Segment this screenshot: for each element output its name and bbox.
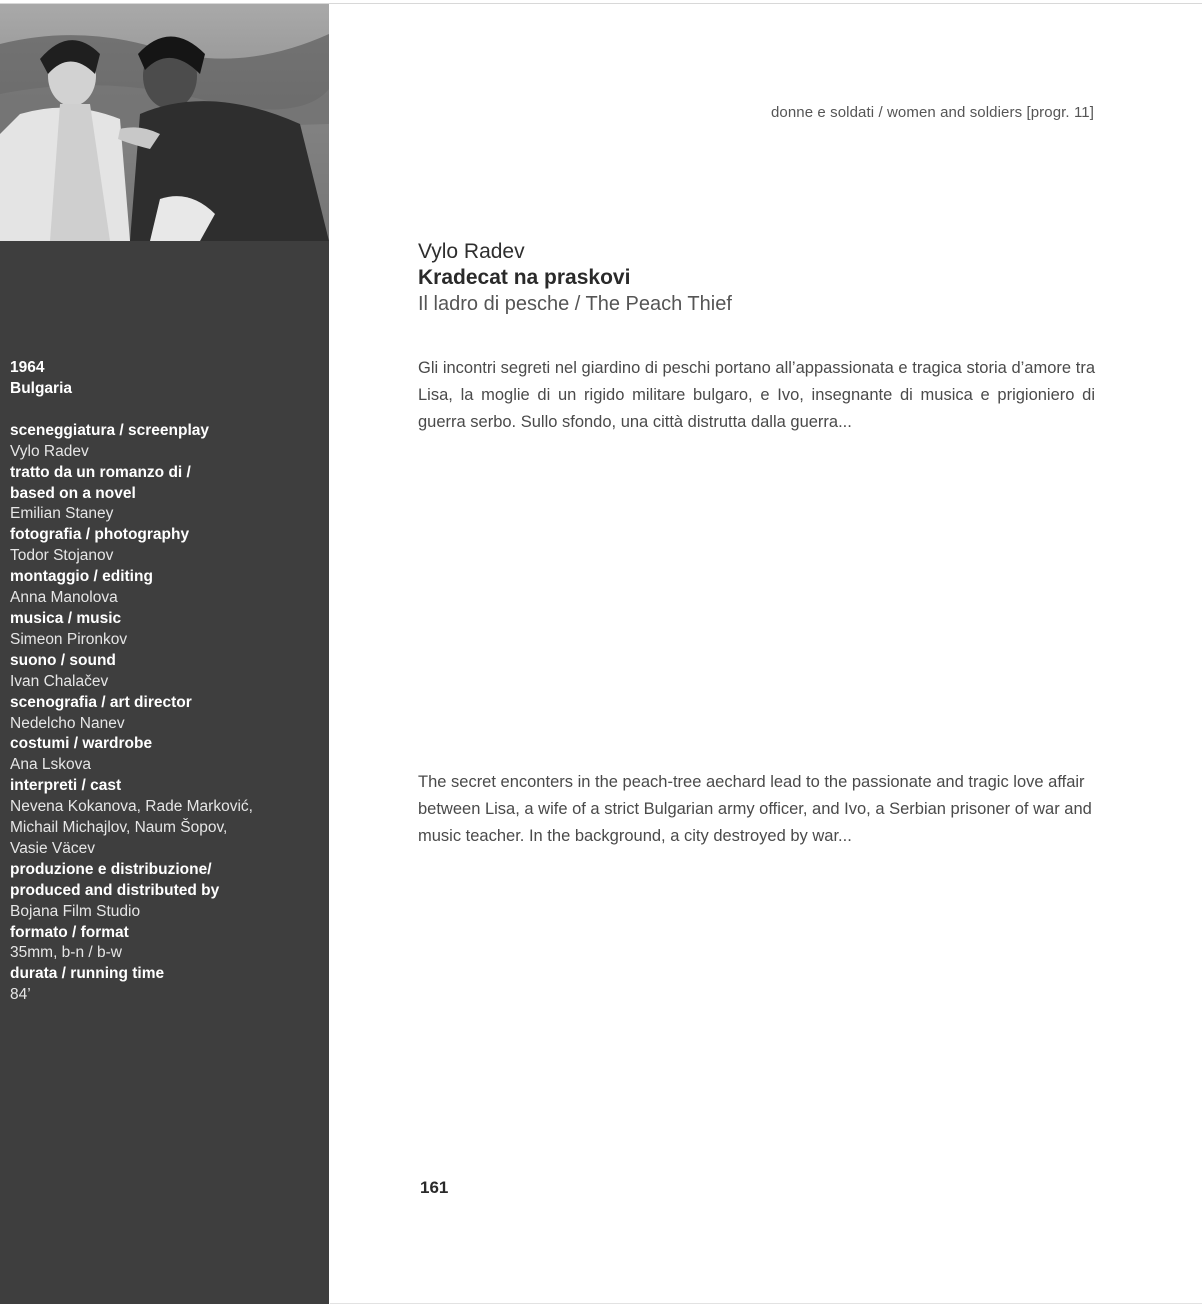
credit-value-cast-3: Vasie Väcev [10, 839, 96, 857]
credit-value-music: Simeon Pironkov [10, 630, 128, 648]
credit-value-photography: Todor Stojanov [10, 547, 114, 565]
credit-value-sound: Ivan Chalačev [10, 672, 109, 690]
credit-label-novel-2: based on a novel [10, 484, 136, 502]
credit-value-running-time: 84’ [10, 986, 31, 1004]
page-number: 161 [420, 1178, 449, 1197]
credit-label-novel: tratto da un romanzo di / [10, 463, 191, 481]
credit-label-production: produzione e distribuzione/ [10, 860, 212, 878]
bottom-rule [330, 1303, 1202, 1304]
credit-value-editing: Anna Manolova [10, 589, 118, 607]
credit-label-running-time: durata / running time [10, 965, 165, 983]
credit-value-novel: Emilian Staney [10, 505, 114, 523]
credit-label-art-director: scenografia / art director [10, 693, 192, 711]
credit-label-production-2: produced and distributed by [10, 881, 220, 899]
synopsis-italian: Gli incontri segreti nel giardino di peschi portano all’appassionata e tragica storia d’amore tra Lisa, la moglie di un rigido militare bulgaro, e Ivo, insegnante di musica e prigioniero di guerra serbo. Sullo sfondo, una città distrutta dalla guerra... [418, 359, 1095, 431]
credit-value-cast-2: Michail Michajlov, Naum Šopov, [10, 819, 228, 837]
credit-value-format: 35mm, b-n / b-w [10, 944, 122, 962]
credit-value-screenplay: Vylo Radev [10, 442, 89, 460]
translated-title: Il ladro di pesche / The Peach Thief [418, 293, 732, 315]
credit-label-sound: suono / sound [10, 651, 116, 669]
credit-label-wardrobe: costumi / wardrobe [10, 735, 153, 753]
credit-label-format: formato / format [10, 923, 129, 941]
film-still-image [0, 4, 329, 241]
credit-value-cast: Nevena Kokanova, Rade Marković, [10, 798, 253, 816]
section-header: donne e soldati / women and soldiers [progr. 11] [770, 104, 1094, 121]
credit-label-music: musica / music [10, 609, 122, 627]
film-country: Bulgaria [10, 379, 73, 397]
credit-value-production: Bojana Film Studio [10, 902, 141, 920]
director-name: Vylo Radev [418, 240, 525, 263]
synopsis-english: The secret enconters in the peach-tree aechard lead to the passionate and tragic love affair between Lisa, a wife of a strict Bulgarian army officer, and Ivo, a Serbian prisoner of war and music teacher. In the background, a city destroyed by war... [418, 773, 1092, 845]
original-title: Kradecat na praskovi [418, 266, 631, 289]
credit-label-photography: fotografia / photography [10, 526, 190, 544]
credit-label-screenplay: sceneggiatura / screenplay [10, 421, 210, 439]
film-year: 1964 [10, 359, 45, 376]
credits-sidebar [0, 4, 329, 1304]
credit-value-art-director: Nedelcho Nanev [10, 714, 125, 732]
credit-value-wardrobe: Ana Lskova [10, 756, 91, 774]
credit-label-cast: interpreti / cast [10, 777, 122, 795]
credit-label-editing: montaggio / editing [10, 568, 153, 586]
film-still-photo [0, 4, 329, 241]
credits-list [10, 358, 322, 1006]
